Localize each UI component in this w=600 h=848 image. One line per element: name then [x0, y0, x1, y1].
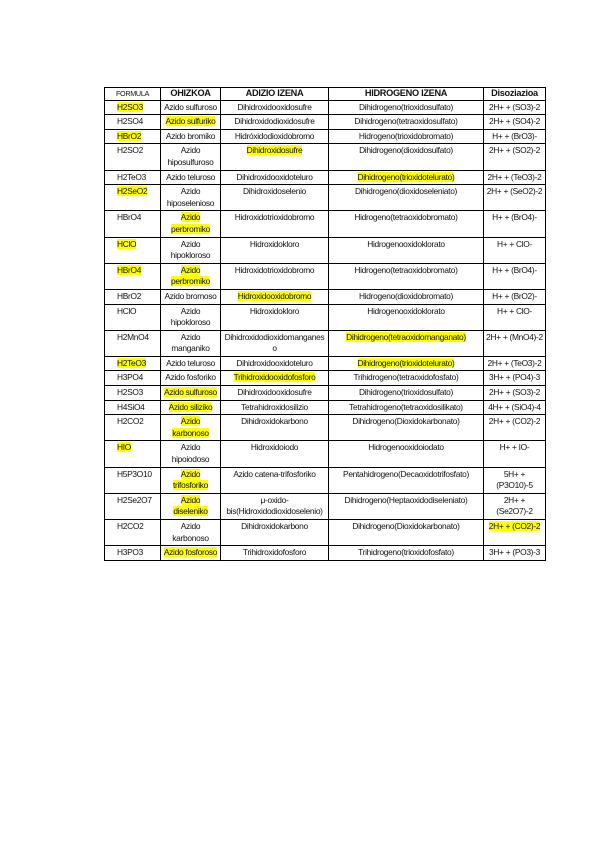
cell-formula — [105, 304, 161, 330]
cell-formula-text: HClO — [117, 305, 137, 316]
cell-hidrogeno — [329, 263, 484, 289]
cell-hidrogeno — [329, 330, 484, 356]
cell-hidrogeno — [329, 467, 484, 493]
cell-adizio-text: Trihidroxidofosforo — [242, 547, 307, 558]
table-row — [105, 237, 546, 263]
cell-ohizkoa — [161, 441, 221, 467]
cell-disoziazioa-text: H+ + ClO- — [497, 238, 532, 249]
cell-ohizkoa — [161, 100, 221, 115]
cell-disoziazioa-text: 4H+ + (SiO4)-4 — [488, 401, 541, 412]
cell-adizio-text: Dihidroxidokarbono — [241, 521, 308, 531]
cell-hidrogeno — [329, 371, 484, 386]
table-row — [105, 356, 546, 371]
cell-formula — [105, 100, 161, 115]
cell-formula — [105, 237, 161, 263]
cell-formula-text: H2CO2 — [117, 416, 144, 427]
cell-hidrogeno — [329, 493, 484, 519]
cell-adizio — [221, 330, 329, 356]
table-row — [105, 304, 546, 330]
header-row — [105, 88, 546, 101]
cell-hidrogeno-text: Hidrogeno(trioxidobromato) — [358, 130, 454, 141]
cell-ohizkoa — [161, 546, 221, 561]
table-row — [105, 185, 546, 211]
cell-adizio — [221, 467, 329, 493]
cell-adizio-text: Hidroxidokloro — [249, 305, 300, 316]
cell-adizio — [221, 185, 329, 211]
cell-adizio-text: Hidroxidooxidobromo — [237, 290, 312, 301]
table-row — [105, 546, 546, 561]
cell-disoziazioa-text: H+ + (BrO4)- — [492, 264, 537, 275]
cell-disoziazioa — [484, 330, 546, 356]
table-row — [105, 115, 546, 130]
cell-hidrogeno — [329, 115, 484, 130]
table-row — [105, 211, 546, 237]
cell-ohizkoa-text: Azido diseleniko — [173, 494, 208, 517]
cell-hidrogeno — [329, 304, 484, 330]
cell-adizio-text: Tetrahidroxidosilizio — [241, 401, 308, 412]
cell-ohizkoa-text: Azido manganiko — [171, 331, 210, 354]
cell-adizio-text: Hidroxidoiodo — [250, 442, 299, 453]
cell-adizio-text: Dihidroxidooxidoteluro — [236, 357, 313, 368]
cell-hidrogeno-text: Dihidrogeno(dioxidosulfato) — [359, 145, 453, 156]
cell-hidrogeno-text: Dihidrogeno(tetraoxidomanganato) — [346, 331, 466, 342]
cell-adizio-text: Dihidroxidooxidosufre — [237, 101, 312, 112]
cell-hidrogeno — [329, 289, 484, 304]
cell-disoziazioa-text: H+ + ClO- — [497, 305, 532, 316]
cell-formula — [105, 129, 161, 144]
cell-formula-text: H2TeO3 — [117, 171, 146, 182]
cell-hidrogeno — [329, 415, 484, 441]
table-body — [105, 100, 546, 560]
cell-ohizkoa-text: Azido fosforoso — [163, 547, 218, 558]
cell-adizio-text: Hidroxidotrioxidobromo — [234, 212, 315, 223]
cell-hidrogeno-text: Hidrogeno(tetraoxidobromato) — [354, 212, 458, 223]
cell-hidrogeno — [329, 546, 484, 561]
cell-ohizkoa-text: Azido hiposulfuroso — [167, 145, 214, 167]
cell-formula — [105, 356, 161, 371]
cell-ohizkoa — [161, 170, 221, 185]
cell-formula — [105, 263, 161, 289]
cell-ohizkoa-text: Azido siliziko — [168, 401, 213, 412]
cell-formula — [105, 520, 161, 546]
cell-hidrogeno-text: Dihidrogeno(Dioxidokarbonato) — [352, 521, 460, 531]
cell-ohizkoa — [161, 289, 221, 304]
cell-disoziazioa — [484, 304, 546, 330]
table-row — [105, 144, 546, 170]
cell-adizio-text: Dihidroxidoselenio — [242, 186, 307, 197]
header-disoziazioa: Disoziazioa — [484, 88, 546, 101]
cell-ohizkoa — [161, 415, 221, 441]
cell-disoziazioa — [484, 386, 546, 401]
cell-ohizkoa-text: Azido sulfuroso — [164, 387, 217, 398]
cell-ohizkoa-text: Azido bromiko — [165, 130, 216, 141]
cell-formula-text: HBrO2 — [117, 290, 142, 301]
table-row — [105, 129, 546, 144]
cell-ohizkoa-text: Azido teluroso — [166, 357, 215, 368]
cell-hidrogeno-text: Tetrahidrogeno(tetraoxidosilikato) — [349, 401, 463, 412]
cell-ohizkoa — [161, 211, 221, 237]
cell-disoziazioa — [484, 467, 546, 493]
cell-hidrogeno-text: Dihidrogeno(trioxidosulfato) — [358, 101, 453, 112]
cell-adizio-text: Dihidroxidosufre — [246, 145, 303, 156]
cell-adizio — [221, 170, 329, 185]
cell-formula-text: H2SO2 — [117, 145, 143, 156]
cell-adizio-text: Dihidroxidodioxidomanganeso — [224, 331, 325, 354]
cell-formula-text: HClO — [117, 238, 137, 249]
table-row — [105, 386, 546, 401]
cell-formula-text: HBrO4 — [117, 212, 142, 223]
table-row — [105, 371, 546, 386]
cell-disoziazioa — [484, 115, 546, 130]
cell-disoziazioa — [484, 520, 546, 546]
cell-hidrogeno — [329, 441, 484, 467]
cell-formula — [105, 415, 161, 441]
cell-formula — [105, 211, 161, 237]
cell-adizio — [221, 441, 329, 467]
cell-disoziazioa — [484, 441, 546, 467]
cell-formula-text: H2MnO4 — [117, 331, 149, 342]
cell-formula — [105, 400, 161, 415]
cell-adizio — [221, 520, 329, 546]
cell-adizio — [221, 237, 329, 263]
cell-formula — [105, 441, 161, 467]
cell-disoziazioa — [484, 371, 546, 386]
cell-ohizkoa-text: Azido perbromiko — [171, 212, 210, 234]
cell-ohizkoa-text: Azido sulfuriko — [165, 116, 216, 127]
cell-ohizkoa — [161, 520, 221, 546]
cell-ohizkoa — [161, 356, 221, 371]
cell-adizio — [221, 386, 329, 401]
cell-disoziazioa — [484, 170, 546, 185]
cell-disoziazioa — [484, 237, 546, 263]
table-row — [105, 400, 546, 415]
table-row — [105, 330, 546, 356]
cell-ohizkoa — [161, 493, 221, 519]
cell-formula — [105, 144, 161, 170]
cell-formula-text: HBrO4 — [117, 264, 142, 275]
cell-formula — [105, 330, 161, 356]
cell-formula — [105, 185, 161, 211]
cell-adizio-text: Dihidroxidokarbono — [241, 416, 308, 427]
cell-adizio — [221, 144, 329, 170]
table-row — [105, 263, 546, 289]
cell-ohizkoa — [161, 330, 221, 356]
cell-adizio-text: Dihidroxidooxidosufre — [237, 387, 312, 398]
cell-ohizkoa-text: Azido hipoiodoso — [171, 442, 210, 465]
cell-disoziazioa — [484, 185, 546, 211]
cell-disoziazioa-text: 2H+ + (SeO2)-2 — [486, 186, 543, 197]
cell-ohizkoa-text: Azido sulfuroso — [164, 101, 217, 112]
cell-adizio — [221, 115, 329, 130]
cell-adizio — [221, 263, 329, 289]
cell-ohizkoa — [161, 263, 221, 289]
cell-adizio — [221, 546, 329, 561]
cell-formula-text: H2Se2O7 — [117, 494, 152, 505]
cell-disoziazioa-text: 3H+ + (PO3)-3 — [488, 547, 541, 558]
cell-disoziazioa-text: H+ + IO- — [499, 442, 530, 453]
cell-disoziazioa — [484, 144, 546, 170]
cell-disoziazioa-text: 5H+ + (P3O10)-5 — [496, 468, 533, 491]
cell-adizio — [221, 304, 329, 330]
cell-adizio-text: Hidroxidokloro — [249, 238, 300, 249]
cell-disoziazioa — [484, 289, 546, 304]
cell-disoziazioa-text: 2H+ + (CO2)-2 — [488, 416, 541, 427]
cell-adizio — [221, 129, 329, 144]
cell-disoziazioa-text: H+ + (BrO4)- — [492, 212, 537, 223]
acid-nomenclature-table — [104, 87, 546, 561]
cell-adizio — [221, 400, 329, 415]
cell-adizio-text: Hidroxidotrioxidobromo — [234, 264, 315, 275]
cell-adizio-text: Dihidroxidodioxidosufre — [234, 116, 315, 127]
table-row — [105, 493, 546, 519]
cell-adizio-text: μ-oxido-bis(Hidroxidodioxidoselenio) — [226, 494, 323, 517]
cell-ohizkoa-text: Azido perbromiko — [171, 264, 210, 287]
cell-disoziazioa-text: 3H+ + (PO4)-3 — [488, 372, 541, 383]
cell-hidrogeno — [329, 356, 484, 371]
cell-formula-text: H5P3O10 — [117, 468, 152, 479]
header-adizio-izena: ADIZIO IZENA — [221, 88, 329, 101]
cell-disoziazioa-text: H+ + (BrO3)- — [492, 130, 537, 141]
cell-disoziazioa-text: 2H+ + (TeO3)-2 — [487, 357, 542, 368]
header-ohizkoa: OHIZKOA — [161, 88, 221, 101]
cell-formula — [105, 493, 161, 519]
table-row — [105, 170, 546, 185]
cell-ohizkoa — [161, 371, 221, 386]
cell-disoziazioa — [484, 211, 546, 237]
cell-adizio-text: Trihidroxidooxidofosforo — [233, 372, 316, 383]
cell-adizio — [221, 211, 329, 237]
cell-ohizkoa — [161, 129, 221, 144]
cell-hidrogeno-text: Dihidrogeno(trioxidotelurato) — [357, 357, 455, 368]
cell-disoziazioa-text: H+ + (BrO2)- — [492, 290, 537, 301]
cell-ohizkoa — [161, 144, 221, 170]
cell-disoziazioa — [484, 546, 546, 561]
cell-hidrogeno-text: Dihidrogeno(Dioxidokarbonato) — [352, 416, 460, 427]
cell-hidrogeno-text: Hidrogenooxidoklorato — [367, 305, 445, 316]
acid-nomenclature-table-wrapper — [104, 87, 543, 561]
cell-hidrogeno-text: Hidrogeno(tetraoxidobromato) — [354, 264, 458, 275]
cell-adizio — [221, 356, 329, 371]
table-row — [105, 100, 546, 115]
cell-disoziazioa — [484, 100, 546, 115]
cell-adizio-text: Dihidroxidooxidoteluro — [236, 171, 313, 182]
cell-hidrogeno-text: Dihidrogeno(Heptaoxidodiseleniato) — [344, 494, 468, 505]
cell-formula-text: HBrO2 — [117, 130, 142, 141]
cell-adizio-text: Hidróxidodioxidobromo — [234, 130, 315, 141]
cell-adizio — [221, 289, 329, 304]
cell-ohizkoa-text: Azido fosforiko — [165, 372, 216, 383]
cell-adizio-text: Azido catena-trifosforiko — [233, 468, 316, 479]
cell-formula — [105, 386, 161, 401]
cell-formula-text: H2SO3 — [117, 387, 143, 398]
cell-disoziazioa — [484, 415, 546, 441]
cell-hidrogeno-text: Hidrogenooxidoklorato — [367, 238, 445, 249]
cell-hidrogeno-text: Pentahidrogeno(Decaoxidotrifosfato) — [343, 468, 469, 479]
cell-ohizkoa — [161, 237, 221, 263]
header-hidrogeno-izena: HIDROGENO IZENA — [329, 88, 484, 101]
cell-hidrogeno-text: Trihidrogeno(tetraoxidofosfato) — [353, 372, 459, 383]
cell-hidrogeno — [329, 144, 484, 170]
cell-ohizkoa — [161, 467, 221, 493]
cell-formula-text: H2SO3 — [117, 101, 143, 112]
cell-formula-text: H2CO2 — [117, 521, 144, 531]
table-row — [105, 520, 546, 546]
cell-hidrogeno — [329, 386, 484, 401]
cell-hidrogeno-text: Trihidrogeno(trioxidofosfato) — [358, 547, 454, 558]
cell-hidrogeno-text: Hidrogeno(dioxidobromato) — [359, 290, 453, 301]
cell-disoziazioa — [484, 493, 546, 519]
cell-ohizkoa-text: Azido hipokloroso — [170, 305, 211, 328]
cell-formula — [105, 546, 161, 561]
cell-ohizkoa-text: Azido teluroso — [166, 171, 215, 182]
cell-ohizkoa-text: Azido karbonoso — [172, 416, 209, 438]
cell-ohizkoa-text: Azido karbonoso — [172, 521, 209, 543]
cell-adizio — [221, 371, 329, 386]
cell-formula-text: H3PO4 — [117, 372, 143, 383]
cell-hidrogeno-text: Dihidrogeno(trioxidosulfato) — [358, 387, 453, 398]
table-row — [105, 289, 546, 304]
cell-formula — [105, 170, 161, 185]
cell-disoziazioa — [484, 356, 546, 371]
cell-hidrogeno — [329, 520, 484, 546]
cell-hidrogeno — [329, 185, 484, 211]
cell-adizio — [221, 493, 329, 519]
cell-formula-text: HIO — [117, 442, 131, 453]
cell-disoziazioa-text: 2H+ + (MnO4)-2 — [486, 331, 543, 342]
cell-formula — [105, 371, 161, 386]
cell-ohizkoa — [161, 304, 221, 330]
cell-adizio — [221, 415, 329, 441]
cell-hidrogeno-text: Dihidrogeno(dioxidoseleniato) — [354, 186, 458, 197]
cell-hidrogeno — [329, 211, 484, 237]
cell-formula-text: H4SiO4 — [117, 401, 145, 412]
table-row — [105, 441, 546, 467]
cell-hidrogeno-text: Hidrogenooxidoiodato — [368, 442, 444, 453]
table-row — [105, 415, 546, 441]
cell-hidrogeno — [329, 100, 484, 115]
header-formula: FORMULA — [105, 88, 161, 101]
cell-formula — [105, 289, 161, 304]
cell-adizio — [221, 100, 329, 115]
cell-ohizkoa — [161, 386, 221, 401]
cell-formula-text: H2TeO3 — [117, 357, 146, 368]
cell-disoziazioa — [484, 129, 546, 144]
cell-disoziazioa — [484, 263, 546, 289]
cell-hidrogeno — [329, 400, 484, 415]
cell-ohizkoa — [161, 400, 221, 415]
cell-hidrogeno-text: Dihidrogeno(tetraoxidosulfato) — [354, 116, 458, 127]
cell-formula-text: H2SO4 — [117, 116, 143, 127]
cell-formula — [105, 115, 161, 130]
cell-ohizkoa-text: Azido bromoso — [164, 290, 217, 301]
cell-disoziazioa — [484, 400, 546, 415]
cell-formula — [105, 467, 161, 493]
cell-hidrogeno — [329, 237, 484, 263]
cell-disoziazioa-text: 2H+ + (SO3)-2 — [488, 387, 541, 398]
cell-disoziazioa-text: 2H+ + (SO4)-2 — [488, 116, 541, 127]
cell-disoziazioa-text: 2H+ + (TeO3)-2 — [487, 171, 542, 182]
cell-ohizkoa-text: Azido hiposelenioso — [166, 186, 215, 208]
cell-ohizkoa-text: Azido hipokloroso — [170, 238, 211, 261]
cell-disoziazioa-text: 2H+ + (SO3)-2 — [488, 101, 541, 112]
cell-hidrogeno-text: Dihidrogeno(trioxidotelurato) — [357, 171, 455, 182]
table-row — [105, 467, 546, 493]
cell-hidrogeno — [329, 129, 484, 144]
cell-ohizkoa — [161, 185, 221, 211]
cell-disoziazioa-text: 2H+ + (Se2O7)-2 — [496, 494, 533, 517]
cell-ohizkoa — [161, 115, 221, 130]
cell-ohizkoa-text: Azido trifosforiko — [172, 468, 209, 491]
cell-disoziazioa-text: 2H+ + (CO2)-2 — [488, 521, 541, 531]
cell-formula-text: H2SeO2 — [117, 186, 148, 197]
cell-formula-text: H3PO3 — [117, 547, 143, 558]
cell-hidrogeno — [329, 170, 484, 185]
cell-disoziazioa-text: 2H+ + (SO2)-2 — [488, 145, 541, 156]
